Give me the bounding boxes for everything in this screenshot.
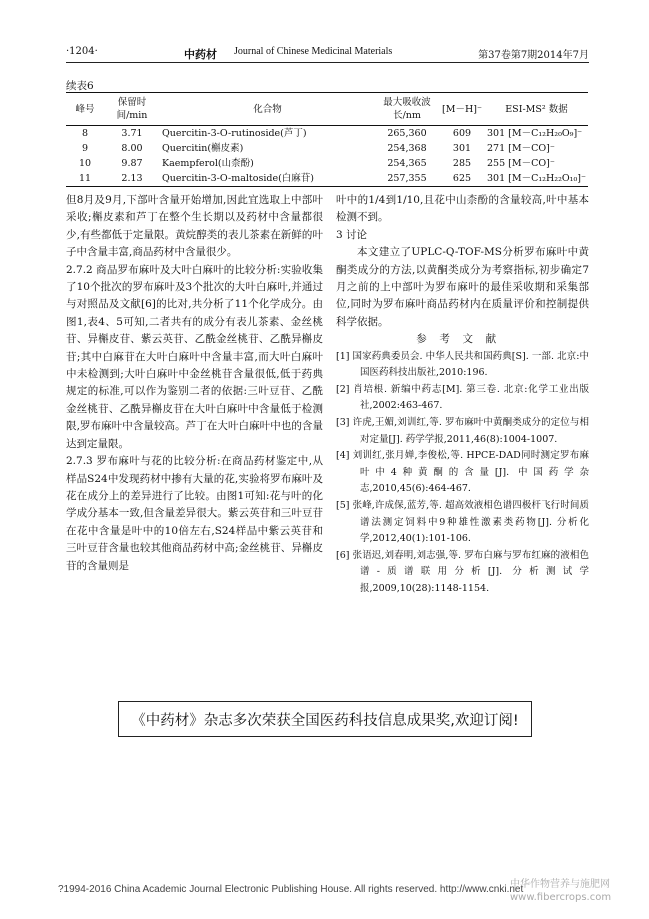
table-cell: 3.71 (121, 128, 143, 139)
watermark-line: 中华作物营养与施肥网 (510, 879, 610, 890)
reference-list (336, 349, 589, 598)
table-cell: Quercitin(槲皮素) (162, 143, 244, 154)
paragraph: 但8月及9月,下部叶含量开始增加,因此宜选取上中部叶采收;槲皮素和芦丁在整个生长期以及药材中含量都很少,有些都低于定量限。黄烷醇类的表儿茶素在新鲜的叶子中含量丰富,商品药材中含量很少。 (66, 194, 323, 259)
running-header (66, 46, 589, 62)
table-cell: 301 [M－C₁₂H₂₀O₉]⁻ (487, 128, 583, 139)
reference-item: [1] 国家药典委员会. 中华人民共和国药典[S]. 一部. 北京:中国医药科技出版社,2010:196. (336, 350, 589, 379)
journal-award-banner: 《中药材》杂志多次荣获全国医药科技信息成果奖,欢迎订阅! (118, 701, 532, 737)
table-row (66, 156, 588, 171)
table-cell: Quercitin-3-O-rutinoside(芦丁) (162, 128, 307, 139)
table-header-cell: 最大吸收波长/nm (375, 93, 439, 126)
table-cell: 11 (66, 171, 104, 187)
table-header-cell: [M－H]⁻ (439, 93, 485, 126)
paragraph: 本文建立了UPLC-Q-TOF-MS分析罗布麻叶中黄酮类成分的方法,以黄酮类成分为考察指标,初步确定7月之前的上中部叶为罗布麻叶的最佳采收期和采集部位,同时为罗布麻叶商品药材内在质量评价和控制提供科学依据。 (336, 246, 589, 328)
table-cell: 285 (452, 158, 472, 169)
table-cell: 255 [M－CO]⁻ (487, 158, 555, 169)
paragraph: 实验收集了10个批次的罗布麻叶及3个批次的大叶白麻叶,并通过与对照品及文献[6]的比对,共分析了11个化学成分。由图1,表4、5可知,二者共有的成分有表儿茶素、金丝桃苷、异槲皮苷、紫云英苷、乙酰金丝桃苷、乙酰异槲皮苷;其中白麻苷在大叶白麻叶中含量丰富,而大叶白麻叶中未检测到;大叶白麻叶中金丝桃苷含量很低,低于药典规定的标准,可以作为鉴别二者的依据:三叶豆苷、乙酰金丝桃苷、乙酰异槲皮苷在大叶白麻叶中含量低于检测限,罗布麻叶中含量较高。芦丁在大叶白麻叶中也的含量达到定量限。 (66, 263, 323, 450)
table-cell: 9 (81, 143, 89, 154)
copyright-footer: ?1994-2016 China Academic Journal Electronic Publishing House. All rights reserved. http://www.cnki.net (58, 884, 524, 895)
reference-item: [6] 张语迟,刘春明,刘志强,等. 罗布白麻与罗布红麻的液相色谱-质谱联用分析[J]. 分析测试学报,2009,10(28):1148-1154. (336, 549, 589, 594)
table-row (66, 141, 588, 156)
watermark-line: www.fibercrops.com (510, 892, 612, 903)
table-cell: 10 (78, 158, 92, 169)
table-cell: 8.00 (121, 143, 143, 154)
table-header-cell: ESI-MS² 数据 (485, 93, 588, 126)
table-header-row (66, 93, 588, 126)
right-column (336, 192, 589, 598)
reference-item: [2] 肖培根. 新编中药志[M]. 第三卷. 北京:化学工业出版社,2002:463-467. (336, 383, 589, 412)
journal-name-en: Journal of Chinese Medicinal Materials (234, 46, 393, 57)
section-heading-3: 3 讨论 (336, 228, 368, 241)
paragraph: 叶中的1/4到1/10,且花中山柰酚的含量较高,叶中基本检测不到。 (336, 194, 589, 224)
section-heading-2-7-2: 2.7.2 商品罗布麻叶及大叶白麻叶的比较分析: (66, 263, 281, 276)
reference-item: [3] 许虎,王媚,刘训红,等. 罗布麻叶中黄酮类成分的定位与相对定量[J]. 药学学报,2011,46(8):1004-1007. (336, 417, 589, 445)
compound-table (66, 92, 588, 187)
issue-info: 第37卷第7期2014年7月 (478, 50, 589, 61)
table-cell: 301 (452, 143, 472, 154)
watermark (510, 878, 611, 904)
reference-item: [4] 刘训红,张月婵,李俊松,等. HPCE-DAD同时测定罗布麻叶中4种黄酮的含量[J]. 中国药学杂志,2010,45(6):464-467. (336, 450, 589, 495)
table-cell: 254,368 (387, 143, 427, 154)
table-row (66, 126, 588, 142)
table-cell: 257,355 (375, 171, 439, 187)
journal-name-cn: 中药材 (184, 48, 217, 61)
header-divider (66, 62, 589, 63)
table-cell: 254,365 (387, 158, 427, 169)
table-cell: Kaempferol(山柰酚) (162, 158, 254, 169)
section-heading-2-7-3: 2.7.3 罗布麻叶与花的比较分析: (66, 455, 221, 468)
left-column (66, 192, 323, 575)
page-number: ·1204· (66, 46, 98, 57)
table-cell: 301 [M－C₁₂H₂₂O₁₀]⁻ (485, 171, 588, 187)
table-cell: 8 (81, 128, 89, 139)
table-header-cell: 峰号 (66, 93, 104, 126)
table-cell: 2.13 (104, 171, 160, 187)
table-caption: 续表6 (66, 80, 94, 92)
table-cell: 271 [M－CO]⁻ (487, 143, 555, 154)
table-header-cell: 化合物 (160, 93, 375, 126)
reference-item: [5] 张峰,许成保,蓝芳,等. 超高效液相色谱四极杆飞行时间质谱法测定饲料中9种雄性激素类药物[J]. 分析化学,2012,40(1):101-106. (336, 500, 589, 545)
paragraph: 在商品药材鉴定中,从样品S24中发现药材中掺有大量的花,实验将罗布麻叶及花在成分上的差异进行了比较。由图1可知:花与叶的化学成分基本一致,但含量差异很大。紫云英苷和三叶豆苷在花中含量是叶中的10倍左右,S24样品中紫云英苷和三叶豆苷含量也较其他商品药材中高;金丝桃苷、异槲皮苷的含量则是 (66, 455, 324, 572)
table-cell: 9.87 (121, 158, 143, 169)
table-cell: 609 (452, 128, 472, 139)
references-title: 参考文献 (416, 333, 509, 346)
table-cell: 625 (439, 171, 485, 187)
table-header-cell: 保留时间/min (104, 93, 160, 126)
table-cell: 265,360 (387, 128, 427, 139)
table-row (66, 171, 588, 187)
table-cell: Quercitin-3-O-maltoside(白麻苷) (160, 171, 375, 187)
